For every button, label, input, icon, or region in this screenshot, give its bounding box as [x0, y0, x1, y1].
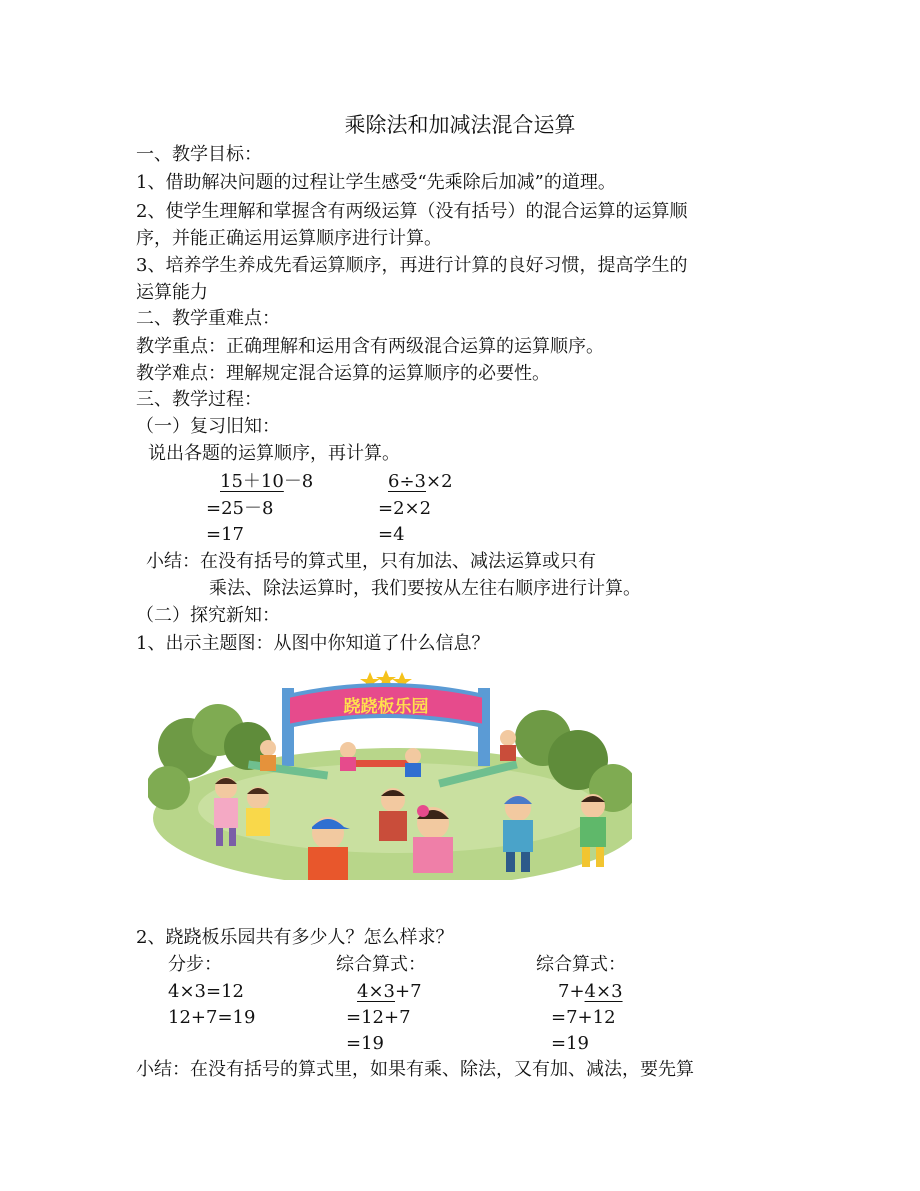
combined-1-rest: +7: [395, 981, 422, 1002]
explore-question-1: 1、出示主题图：从图中你知道了什么信息？: [136, 633, 490, 654]
explore-question-2: 2、跷跷板乐园共有多少人？怎么样求？: [136, 927, 454, 948]
review-ex1-rest: －8: [283, 471, 314, 492]
key-heading: 二、教学重难点：: [136, 308, 280, 329]
combined-2-prefix: 7+: [558, 981, 585, 1002]
col3-heading: 综合算式：: [536, 954, 626, 975]
col1-heading: 分步：: [168, 954, 222, 975]
explore-heading: （二）探究新知：: [136, 605, 280, 626]
step-1: 4×3=12: [168, 981, 244, 1002]
review-ex2: [388, 469, 453, 495]
summary-2: 小结：在没有括号的算式里，如果有乘、除法，又有加、减法，要先算: [136, 1059, 694, 1080]
goal-1: 1、借助解决问题的过程让学生感受“先乘除后加减”的道理。: [136, 172, 616, 193]
summary-1-line-a: 小结：在没有括号的算式里，只有加法、减法运算或只有: [146, 551, 596, 572]
combined-1: [357, 979, 422, 1005]
goal-3-line-b: 运算能力: [136, 282, 208, 303]
difficult-point: 教学难点：理解规定混合运算的运算顺序的必要性。: [136, 363, 550, 384]
seesaw-park-illustration: [148, 668, 632, 880]
goal-2-line-a: 2、使学生理解和掌握含有两级运算（没有括号）的混合运算的运算顺: [136, 201, 688, 222]
combined-1-step2: =19: [346, 1033, 384, 1054]
combined-2: [558, 979, 623, 1005]
step-2: 12+7=19: [168, 1007, 256, 1028]
col2-heading: 综合算式：: [336, 954, 426, 975]
combined-2-step1: =7+12: [551, 1007, 616, 1028]
review-ex1-step1: =25－8: [206, 498, 274, 519]
process-heading: 三、教学过程：: [136, 389, 262, 410]
goal-3-line-a: 3、培养学生养成先看运算顺序，再进行计算的良好习惯，提高学生的: [136, 255, 688, 276]
review-ex2-rest: ×2: [426, 471, 453, 492]
review-ex1-step2: =17: [206, 524, 244, 545]
arch-sign-text: 跷跷板乐园: [343, 697, 429, 717]
review-ex1-underlined: 15＋10: [220, 471, 284, 492]
review-prompt: 说出各题的运算顺序，再计算。: [148, 443, 400, 464]
review-ex2-step2: =4: [378, 524, 405, 545]
combined-1-step1: =12+7: [346, 1007, 411, 1028]
combined-2-step2: =19: [551, 1033, 589, 1054]
review-heading: （一）复习旧知：: [136, 416, 280, 437]
page-title: 乘除法和加减法混合运算: [344, 113, 576, 137]
review-ex2-step1: =2×2: [378, 498, 432, 519]
goals-heading: 一、教学目标：: [136, 144, 262, 165]
review-ex1: [220, 469, 313, 495]
key-point: 教学重点：正确理解和运用含有两级混合运算的运算顺序。: [136, 336, 604, 357]
combined-2-underlined: 4×3: [584, 981, 623, 1002]
review-ex2-underlined: 6÷3: [388, 471, 426, 492]
goal-2-line-b: 序，并能正确运用运算顺序进行计算。: [136, 228, 442, 249]
combined-1-underlined: 4×3: [357, 981, 395, 1002]
summary-1-line-b: 乘法、除法运算时，我们要按从左往右顺序进行计算。: [209, 578, 641, 599]
